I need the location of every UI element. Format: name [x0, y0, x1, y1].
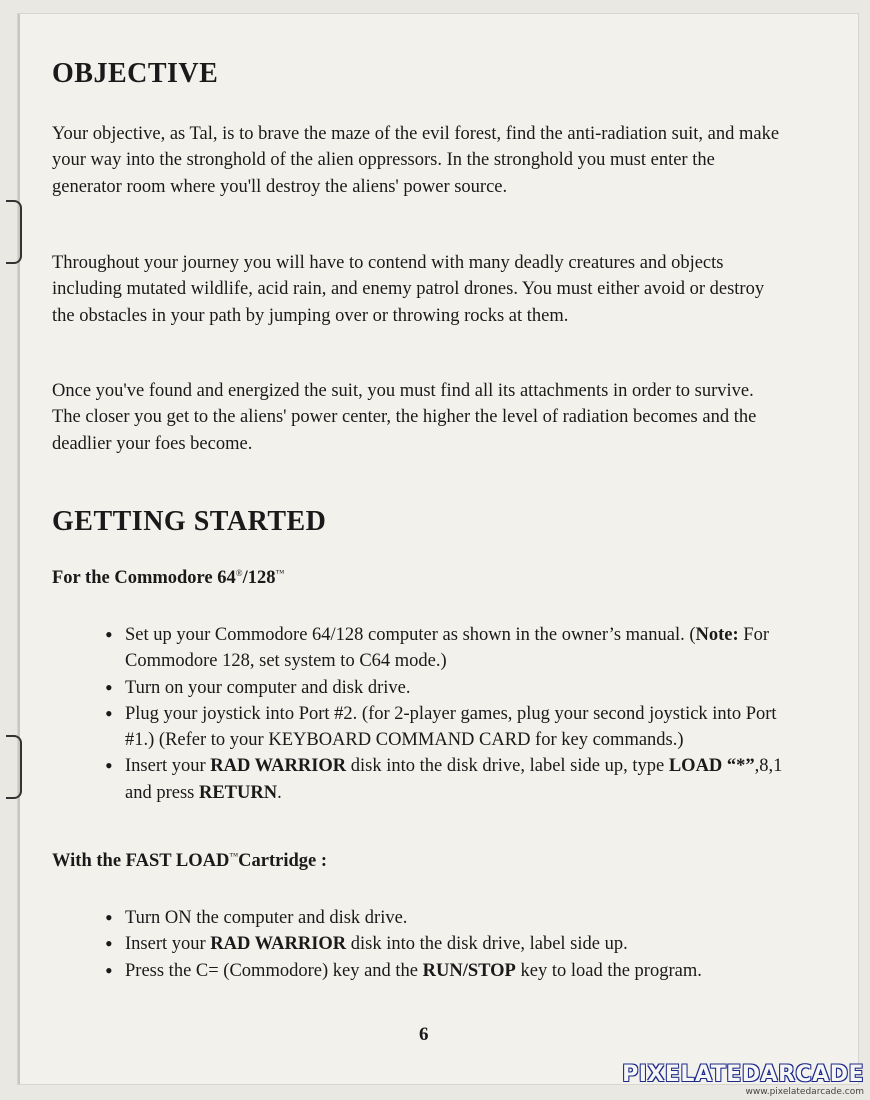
objective-paragraph-3: Once you've found and energized the suit, you must find all its attachments in order to survive. The closer you get to the aliens' power center, the higher the level of radiation becomes and the deadlier your foes become. [52, 381, 757, 454]
watermark-title: PIXELATEDARCADE [622, 1062, 864, 1087]
getting-started-heading: GETTING STARTED [52, 506, 327, 537]
commodore-instructions [105, 622, 785, 806]
list-item: • Insert your RAD WARRIOR disk into the disk drive, label side up. [105, 931, 785, 957]
fastload-subheading: With the FAST LOAD™Cartridge : [52, 851, 328, 872]
list-item: • Turn on your computer and disk drive. [105, 675, 785, 701]
watermark [622, 1063, 864, 1097]
list-item: • Turn ON the computer and disk drive. [105, 905, 785, 931]
list-item: • Set up your Commodore 64/128 computer as shown in the owner’s manual. (Note: For Commodore 128, set system to C64 mode.) [105, 622, 785, 675]
list-item: • Press the C= (Commodore) key and the RUN/STOP key to load the program. [105, 958, 785, 984]
commodore-subheading: For the Commodore 64®/128™ [52, 568, 285, 589]
objective-heading: OBJECTIVE [52, 58, 219, 89]
objective-paragraph-2: Throughout your journey you will have to contend with many deadly creatures and objects including mutated wildlife, acid rain, and enemy patrol drones. You must either avoid or destroy the obstacles in your path by jumping over or throwing rocks at them. [52, 253, 765, 326]
list-item: • Insert your RAD WARRIOR disk into the disk drive, label side up, type LOAD “*”,8,1 and press RETURN. [105, 753, 785, 806]
fastload-instructions [105, 905, 785, 984]
objective-paragraph-1: Your objective, as Tal, is to brave the maze of the evil forest, find the anti-radiation suit, and make your way into the stronghold of the alien oppressors. In the stronghold you must enter the generator room where you'll destroy the aliens' power source. [52, 124, 780, 197]
list-item: • Plug your joystick into Port #2. (for 2-player games, plug your second joystick into Port #1.) (Refer to your KEYBOARD COMMAND CARD for key commands.) [105, 701, 785, 754]
page-number: 6 [419, 1024, 429, 1045]
watermark-url: www.pixelatedarcade.com [745, 1087, 864, 1097]
binder-ring-2 [6, 735, 22, 799]
binder-ring-1 [6, 200, 22, 264]
